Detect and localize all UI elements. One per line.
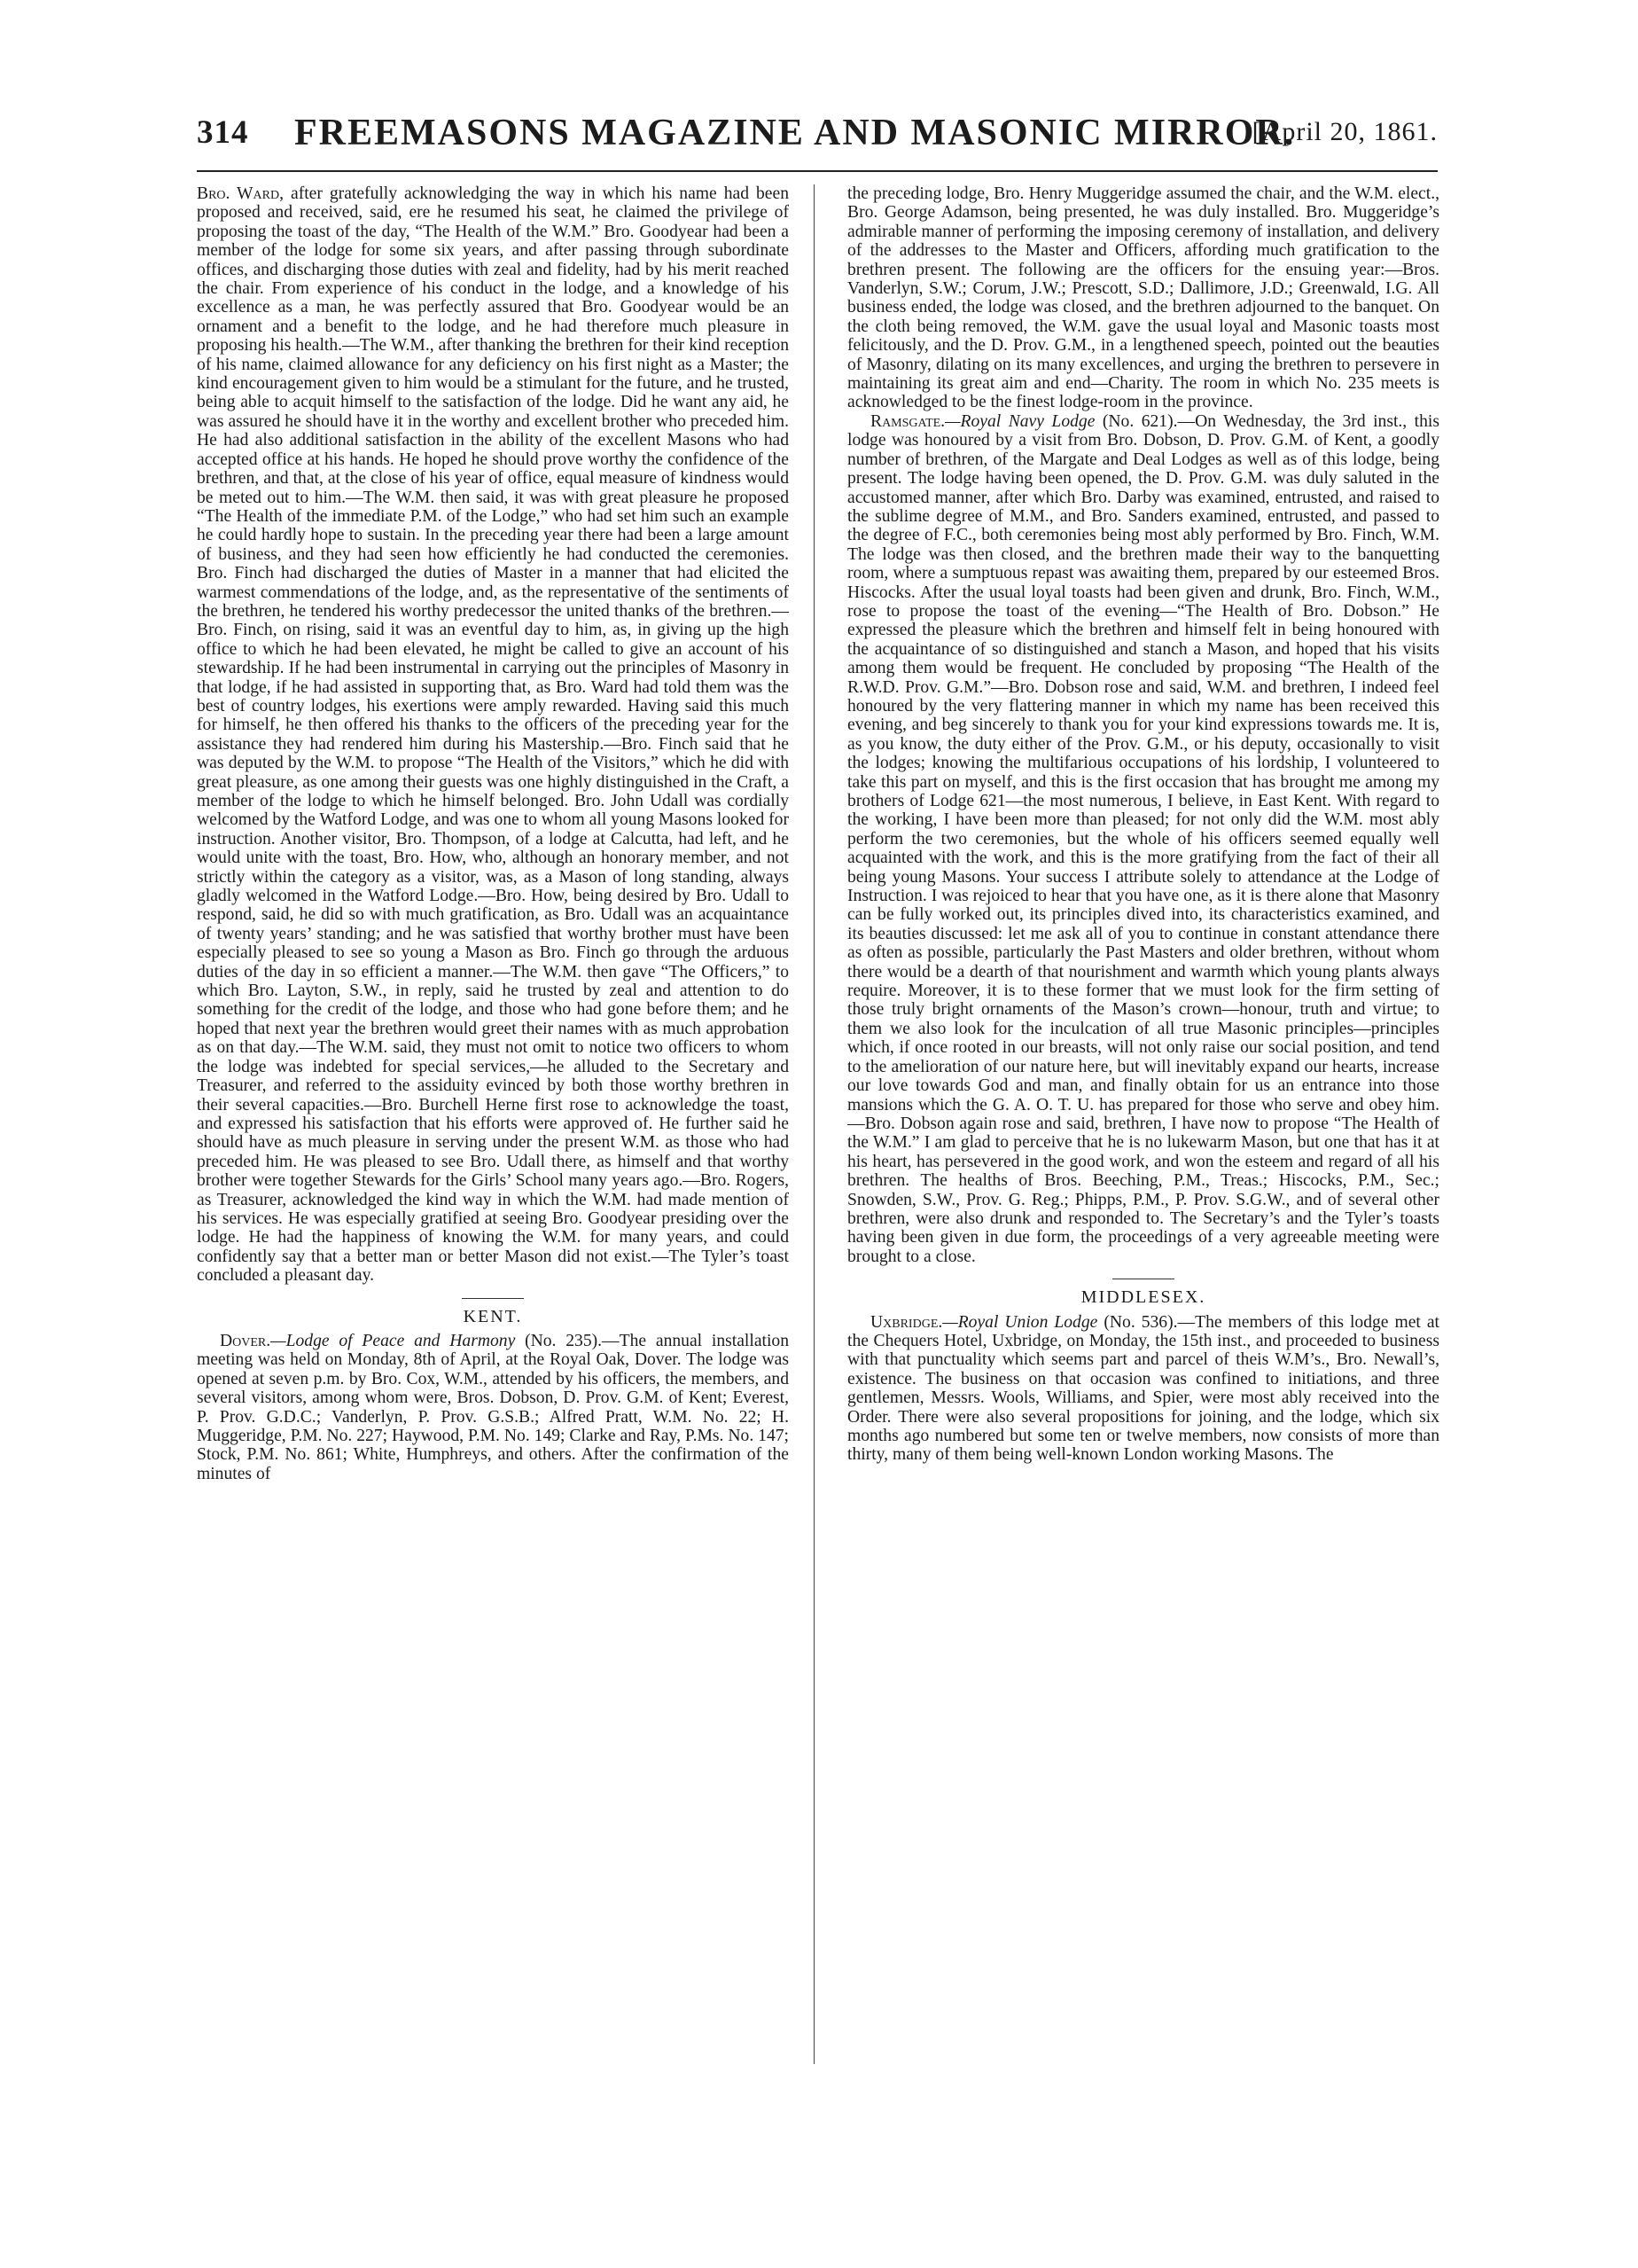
uxbridge-report	[847, 1313, 1439, 1465]
dover-place: Dover.	[220, 1331, 271, 1350]
ramsgate-report	[847, 412, 1439, 1266]
uxbridge-report-text: (No. 536).—The members of this lodge met at the Chequers Hotel, Uxbridge, on Monday, the 15th inst., and proceeded to business with that punctuality which seems part and parcel of theis W.M’s., Bro. Newall’s, existence. The business on that occasion was confined to initiations, and three gentlemen, Messrs. Wools, Williams, and Spier, were most ably received into the Order. There were also several propositions for joining, and the lodge, which six months ago numbered but some ten or twelve members, now consists of more than thirty, many of them being well-known London working Masons. The	[847, 1312, 1440, 1465]
section-heading-middlesex: MIDDLESEX.	[847, 1279, 1439, 1307]
masthead-title: FREEMASONS MAGAZINE AND MASONIC MIRROR.	[294, 113, 1296, 153]
page-number: 314	[197, 114, 249, 151]
right-column	[847, 184, 1439, 2117]
column-divider	[814, 184, 815, 2064]
ramsgate-lodge-name: —Royal Navy Lodge	[945, 411, 1096, 431]
dover-report-text: (No. 235).—The annual installation meeting was held on Monday, 8th of April, at the Royal Oak, Dover. The lodge was opened at seven p.m. by Bro. Cox, W.M., attended by his officers, the members, and several visitors, among whom were, Bros. Dobson, D. Prov. G.M. of Kent; Everest, P. Prov. G.D.C.; Vanderlyn, P. Prov. G.S.B.; Alfred Pratt, W.M. No. 22; H. Muggeridge, P.M. No. 227; Haywood, P.M. No. 149; Clarke and Ray, P.Ms. No. 147; Stock, P.M. No. 861; White, Humphreys, and others. After the confirmation of the minutes of	[197, 1331, 789, 1483]
issue-date: [April 20, 1861.	[1252, 117, 1438, 146]
uxbridge-place: Uxbridge.	[870, 1312, 943, 1332]
section-heading-kent: KENT.	[197, 1298, 789, 1326]
page-header	[197, 113, 1438, 168]
dover-lodge-name: —Lodge of Peace and Harmony	[270, 1331, 516, 1350]
header-rule	[197, 170, 1438, 172]
left-column	[197, 184, 789, 1887]
dover-report-continued: the preceding lodge, Bro. Henry Muggeridge assumed the chair, and the W.M. elect., Bro. George Adamson, being presented, he was duly installed. Bro. Muggeridge’s admirable manner of performing the imposing ceremony of installation, and delivery of the addresses to the Master and Officers, affording much gratification to the brethren present. The following are the officers for the ensuing year:—Bros. Vanderlyn, S.W.; Corum, J.W.; Prescott, S.D.; Dallimore, J.D.; Greenwald, I.G. All business ended, the lodge was closed, and the brethren adjourned to the banquet. On the cloth being removed, the W.M. gave the usual loyal and Masonic toasts most felicitously, and the D. Prov. G.M., in a lengthened speech, pointed out the beauties of Masonry, dilating on its many excellences, and urging the brethren to persevere in maintaining its great aim and end—Charity. The room in which No. 235 meets is acknowledged to be the finest lodge-room in the province.	[847, 184, 1439, 412]
dover-report	[197, 1332, 789, 1483]
ramsgate-place: Ramsgate.	[870, 411, 946, 431]
uxbridge-lodge-name: —Royal Union Lodge	[942, 1312, 1098, 1332]
watford-report	[197, 184, 789, 1286]
watford-report-text: , after gratefully acknowledging the way in which his name had been proposed and received, said, ere he resumed his seat, he claimed the privilege of proposing the toast of the day, “The Health of the W.M.” Bro. Goodyear had been a member of the lodge for some six years, and after passing through subordinate offices, and discharging those duties with zeal and fidelity, had by his merit reached the chair. From experience of his conduct in the lodge, and a knowledge of his excellence as a man, he was perfectly assured that Bro. Goodyear would be an ornament and a benefit to the lodge, and he had therefore much pleasure in proposing his health.—The W.M., after thanking the brethren for their kind reception of his name, claimed allowance for any deficiency on his first night as a Master; the kind encouragement given to him would be a stimulant for the future, and he trusted, being able to acquit himself to the satisfaction of the lodge. Did he want any aid, he was assured he should have it in the worthy and excellent brother who preceded him. He had also additional satisfaction in the ability of the excellent Masons who had accepted office at his hands. He hoped he should prove worthy the confidence of the brethren, and that, at the close of his year of office, equal measure of kindness would be meted out to him.—The W.M. then said, it was with great pleasure he proposed “The Health of the immediate P.M. of the Lodge,” who had set him such an example he could hardly hope to sustain. In the preceding year there had been a large amount of business, and they had seen how efficiently he had conducted the ceremonies. Bro. Finch had discharged the duties of Master in a manner that had elicited the warmest commendations of the lodge, and, as the representative of the sentiments of the brethren, he tendered his worthy predecessor the united thanks of the brethren.—Bro. Finch, on rising, said it was an eventful day to him, as, in giving up the high office to which he had been elevated, he might be called to give an account of his stewardship. If he had been instrumental in carrying out the principles of Masonry in that lodge, if he had assisted in supporting that, as Bro. Ward had told them was the best of country lodges, his exertions were amply rewarded. Having said this much for himself, he then offered his thanks to the officers of the preceding year for the assistance they had rendered him during his Mastership.—Bro. Finch said that he was deputed by the W.M. to propose “The Health of the Visitors,” which he did with great pleasure, as one among their guests was one highly distinguished in the Craft, a member of the lodge to which he himself belonged. Bro. John Udall was cordially welcomed by the Watford Lodge, and was one to whom all young Masons looked for instruction. Another visitor, Bro. Thompson, of a lodge at Calcutta, had left, and he would unite with the toast, Bro. How, who, although an honorary member, and not strictly within the category as a visitor, was, as a Mason of long standing, always gladly welcomed in the Watford Lodge.—Bro. How, being desired by Bro. Udall to respond, said, he did so with much gratification, as Bro. Udall was an acquaintance of twenty years’ standing; and he was satisfied that worthy brother must have been especially pleased to see so young a Mason as Bro. Finch go through the arduous duties of the day in so efficient a manner.—The W.M. then gave “The Officers,” to which Bro. Layton, S.W., in reply, said he trusted by zeal and attention to do something for the credit of the lodge, and those who had gone before them; and he hoped that next year the brethren would greet their names with as much approbation as on that day.—The W.M. said, they must not omit to notice two officers to whom the lodge was indebted for special services,—he alluded to the Secretary and Treasurer, and referred to the assiduity evinced by both those worthy brethren in their several capacities.—Bro. Burchell Herne first rose to acknowledge the toast, and expressed his satisfaction that his efforts were approved of. He further said he should have as much pleasure in serving under the present W.M. as those who had preceded him. He was pleased to see Bro. Udall there, as himself and that worthy brother were together Stewards for the Girls’ School many years ago.—Bro. Rogers, as Treasurer, acknowledged the kind way in which the W.M. had made mention of his services. He was especially gratified at seeing Bro. Goodyear presiding over the lodge. He had the happiness of knowing the W.M. for many years, and could confidently say that a better man or better Mason did not exist.—The Tyler’s toast concluded a pleasant day.	[197, 184, 789, 1286]
ramsgate-report-text: (No. 621).—On Wednesday, the 3rd inst., this lodge was honoured by a visit from Bro. Dobson, D. Prov. G.M. of Kent, a goodly number of brethren, of the Margate and Deal Lodges as well as of this lodge, being present. The lodge having been opened, the D. Prov. G.M. was duly saluted in the accustomed manner, after which Bro. Darby was examined, entrusted, and raised to the sublime degree of M.M., and Bro. Sanders examined, entrusted, and passed to the degree of F.C., both ceremonies being most ably performed by Bro. Finch, W.M. The lodge was then closed, and the brethren made their way to the banquetting room, where a sumptuous repast was awaiting them, prepared by our esteemed Bros. Hiscocks. After the usual loyal toasts had been given and drunk, Bro. Finch, W.M., rose to propose the toast of the evening—“The Health of Bro. Dobson.” He expressed the pleasure which the brethren and himself felt in being honoured with the acquaintance of so distinguished and stanch a Mason, and hoped that his visits among them would be frequent. He concluded by proposing “The Health of the R.W.D. Prov. G.M.”—Bro. Dobson rose and said, W.M. and brethren, I indeed feel honoured by the very flattering manner in which my name has been received this evening, and beg sincerely to thank you for your kind expressions towards me. It is, as you know, the duty either of the Prov. G.M., or his deputy, occasionally to visit the lodges; knowing the multifarious occupations of his lordship, I volunteered to take this part on myself, and this is the first occasion that has brought me among my brothers of Lodge 621—the most numerous, I believe, in East Kent. With regard to the working, I have been more than pleased; for not only did the W.M. most ably perform the two ceremonies, but the whole of his officers seemed equally well acquainted with the work, and this is the more gratifying from the fact of their all being young Masons. Your success I attribute solely to attendance at the Lodge of Instruction. I was rejoiced to hear that you have one, as it is there alone that Masonry can be fully worked out, its principles dived into, its characteristics examined, and its beauties discussed: let me ask all of you to continue in constant attendance there as often as possible, particularly the Past Masters and older brethren, without whom there would be a dearth of that nourishment and warmth which young plants always require. Moreover, it is to these former that we must look for the firm setting of those truly bright ornaments of the Mason’s crown—honour, truth and virtue; to them we also look for the inculcation of all true Masonic principles—principles which, if once rooted in our breasts, will not only raise our social position, and tend to the amelioration of our nature here, but will inevitably expand our hearts, increase our love towards God and man, and finally obtain for us an entrance into those mansions which the G. A. O. T. U. has prepared for those who serve and obey him.—Bro. Dobson again rose and said, brethren, I have now to propose “The Health of the W.M.” I am glad to perceive that he is no lukewarm Mason, but one that has it at his heart, has persevered in the good work, and won the esteem and regard of all his brethren. The healths of Bros. Beeching, P.M., Treas.; Hiscocks, P.M., Sec.; Snowden, S.W., Prov. G. Reg.; Phipps, P.M., P. Prov. S.G.W., and of several other brethren, were also drunk and responded to. The Secretary’s and the Tyler’s toasts having been given in due form, the proceedings of a very agreeable meeting were brought to a close.	[847, 411, 1439, 1266]
speaker-name: Bro. Ward	[197, 184, 280, 203]
